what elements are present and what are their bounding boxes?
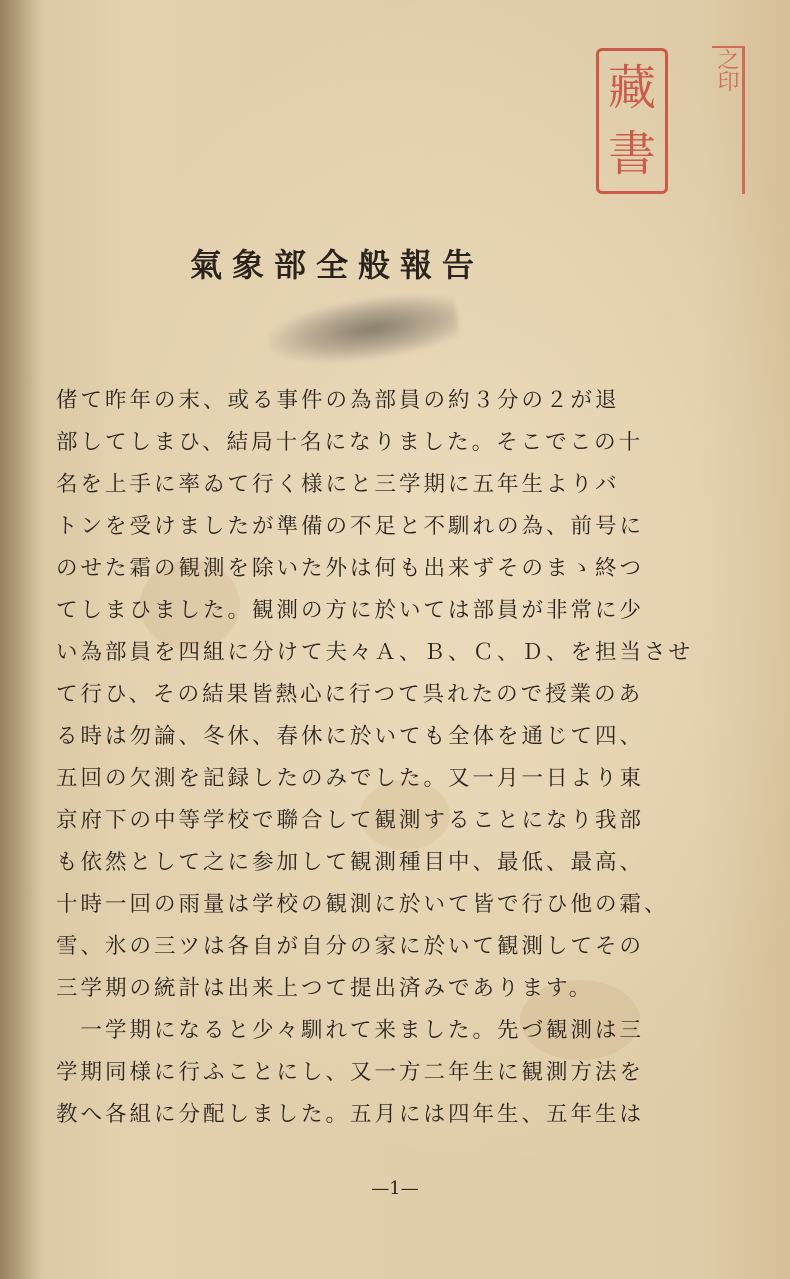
- text-line: 部してしまひ、結局十名になりました。そこでこの十: [56, 430, 644, 455]
- text-line: も依然として之に参加して観測種目中、最低、最高、: [56, 850, 645, 875]
- text-line: い為部員を四組に分けて夫々Ａ、Ｂ、Ｃ、Ｄ、を担当させ: [56, 640, 694, 665]
- library-seal-stamp: [596, 48, 668, 194]
- text-line: 教へ各組に分配しました。五月には四年生、五年生は: [56, 1102, 645, 1127]
- report-body: [56, 380, 696, 1136]
- partial-seal-stamp: [712, 46, 745, 194]
- ink-smudge: [265, 287, 462, 373]
- seal-character: 藏: [607, 60, 656, 116]
- text-line: 名を上手に率ゐて行く様にと三学期に五年生よりバ: [56, 472, 620, 497]
- text-line: 偖て昨年の末、或る事件の為部員の約３分の２が退: [56, 388, 620, 413]
- text-line: て行ひ、その結果皆熱心に行つて呉れたので授業のあ: [56, 682, 644, 707]
- page-number: —1—: [371, 1178, 419, 1199]
- text-line: 三学期の統計は出来上つて提出済みであります。: [56, 976, 594, 1001]
- partial-seal-characters: 之印: [714, 48, 739, 92]
- text-line: トンを受けましたが準備の不足と不馴れの為、前号に: [56, 514, 645, 539]
- text-line: のせた霜の観測を除いた外は何も出来ずそのまゝ終つ: [56, 556, 645, 581]
- text-line: 十時一回の雨量は学校の観測に於いて皆で行ひ他の霜、: [56, 892, 669, 917]
- report-title: 氣象部全般報告: [190, 246, 485, 284]
- text-line: る時は勿論、冬休、春休に於いても全体を通じて四、: [56, 724, 645, 749]
- text-line: 京府下の中等学校で聯合して観測することになり我部: [56, 808, 645, 833]
- text-line: てしまひました。観測の方に於いては部員が非常に少: [56, 598, 645, 623]
- seal-character: 書: [607, 126, 656, 182]
- text-line: 雪、氷の三ツは各自が自分の家に於いて観測してその: [56, 934, 645, 959]
- text-line: 一学期になると少々馴れて来ました。先づ観測は三: [56, 1018, 645, 1043]
- text-line: 五回の欠測を記録したのみでした。又一月一日より東: [56, 766, 645, 791]
- text-line: 学期同様に行ふことにし、又一方二年生に観測方法を: [56, 1060, 645, 1085]
- binding-shadow: [0, 0, 40, 1279]
